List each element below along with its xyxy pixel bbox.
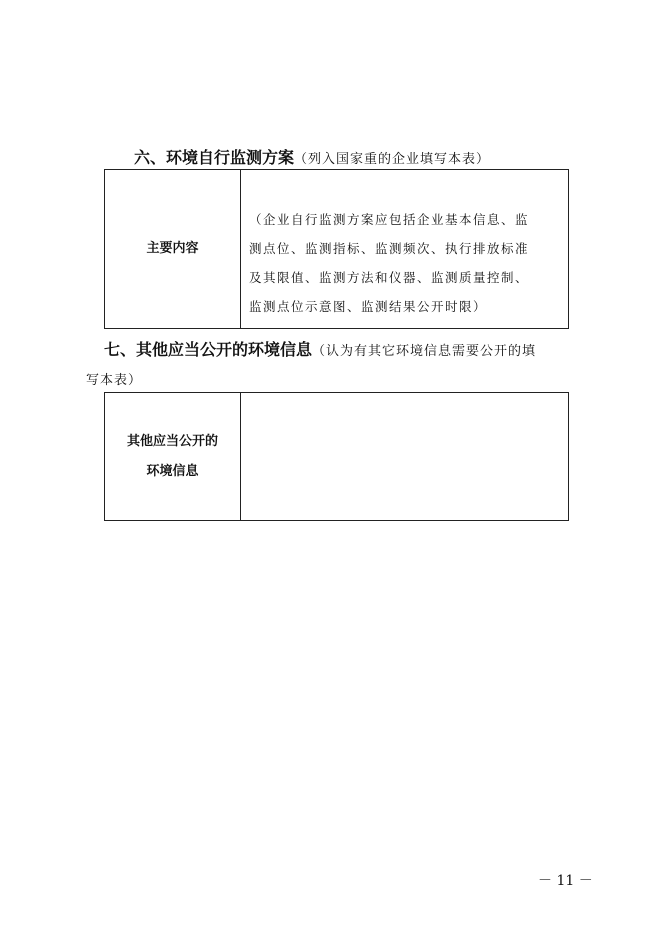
section-7-title: 七、其他应当公开的环境信息 [104,340,313,359]
other-info-label-cell [105,393,241,520]
section-7-note-continued: 写本表） [86,373,143,388]
monitoring-plan-label-cell [105,170,241,328]
monitoring-plan-line: 监测点位示意图、监测结果公开时限） [249,299,488,314]
other-info-label-line: 其他应当公开的 [126,433,218,449]
section-6-heading [134,148,490,170]
monitoring-plan-line: （企业自行监测方案应包括企业基本信息、监 [249,212,530,227]
page-number: － 11 － [538,873,593,889]
monitoring-plan-content-cell [241,170,568,328]
monitoring-plan-table [104,169,569,329]
other-info-table [104,392,569,521]
other-info-content-cell [241,393,568,520]
section-7-note: （认为有其它环境信息需要公开的填 [312,344,537,359]
monitoring-plan-label: 主要内容 [146,241,199,256]
section-6-title: 六、环境自行监测方案 [134,148,295,167]
section-7-heading [104,340,536,362]
monitoring-plan-line: 及其限值、监测方法和仪器、监测质量控制、 [249,270,530,285]
monitoring-plan-line: 测点位、监测指标、监测频次、执行排放标准 [249,241,530,256]
section-6-note: （列入国家重的企业填写本表） [294,152,491,167]
other-info-label-line: 环境信息 [146,463,199,479]
